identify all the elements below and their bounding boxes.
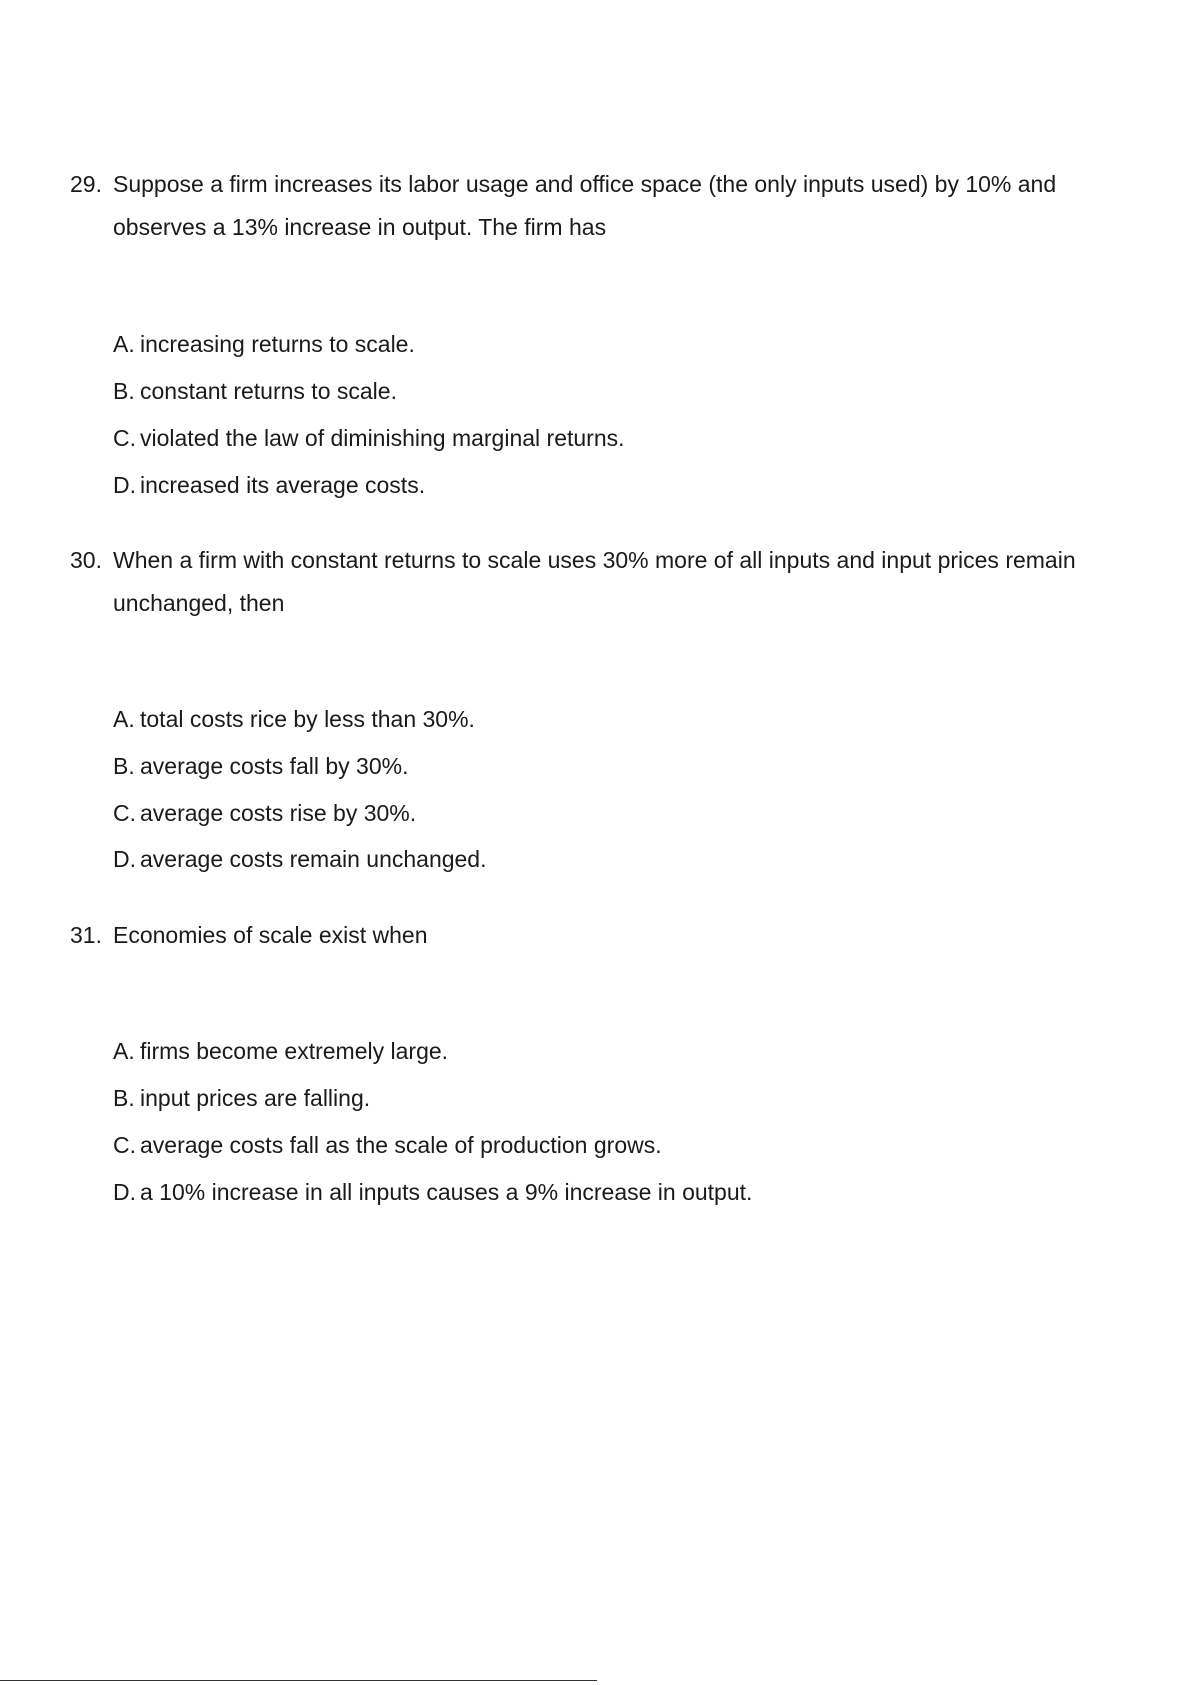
option-letter: D. [113, 846, 136, 872]
option-letter: C. [113, 800, 136, 826]
option-letter: A. [113, 706, 135, 732]
option-b[interactable] [113, 376, 397, 406]
option-b[interactable] [113, 751, 408, 781]
question-text: When a firm with constant returns to scale uses 30% more of all inputs and input prices remain unchanged, then [113, 547, 1076, 616]
option-text: average costs remain unchanged. [140, 846, 487, 872]
option-c[interactable] [113, 798, 416, 828]
option-letter: D. [113, 1179, 136, 1205]
option-letter: C. [113, 425, 136, 451]
question-number: 29. [70, 171, 102, 197]
option-text: average costs fall by 30%. [140, 753, 409, 779]
option-d[interactable] [113, 470, 425, 500]
option-text: total costs rice by less than 30%. [140, 706, 475, 732]
option-letter: C. [113, 1132, 136, 1158]
option-a[interactable] [113, 329, 415, 359]
option-text: violated the law of diminishing marginal returns. [140, 425, 625, 451]
option-text: a 10% increase in all inputs causes a 9% increase in output. [140, 1179, 753, 1205]
option-d[interactable] [113, 1177, 752, 1207]
option-text: increasing returns to scale. [140, 331, 415, 357]
option-text: increased its average costs. [140, 472, 426, 498]
option-text: average costs fall as the scale of production grows. [140, 1132, 662, 1158]
option-letter: B. [113, 753, 135, 779]
option-letter: D. [113, 472, 136, 498]
option-d[interactable] [113, 844, 487, 874]
option-letter: A. [113, 331, 135, 357]
option-a[interactable] [113, 1036, 448, 1066]
option-letter: B. [113, 1085, 135, 1111]
option-c[interactable] [113, 1130, 662, 1160]
footer-rule [0, 1680, 597, 1681]
option-b[interactable] [113, 1083, 370, 1113]
option-letter: B. [113, 378, 135, 404]
option-letter: A. [113, 1038, 135, 1064]
question-number: 30. [70, 547, 102, 573]
question-text: Suppose a firm increases its labor usage and office space (the only inputs used) by 10% and observes a 13% increase in output. The firm has [113, 171, 1057, 240]
option-c[interactable] [113, 423, 625, 453]
question-text: Economies of scale exist when [113, 922, 428, 948]
option-text: constant returns to scale. [140, 378, 397, 404]
option-a[interactable] [113, 704, 475, 734]
option-text: average costs rise by 30%. [140, 800, 417, 826]
question-number: 31. [70, 922, 102, 948]
option-text: firms become extremely large. [140, 1038, 449, 1064]
option-text: input prices are falling. [140, 1085, 371, 1111]
